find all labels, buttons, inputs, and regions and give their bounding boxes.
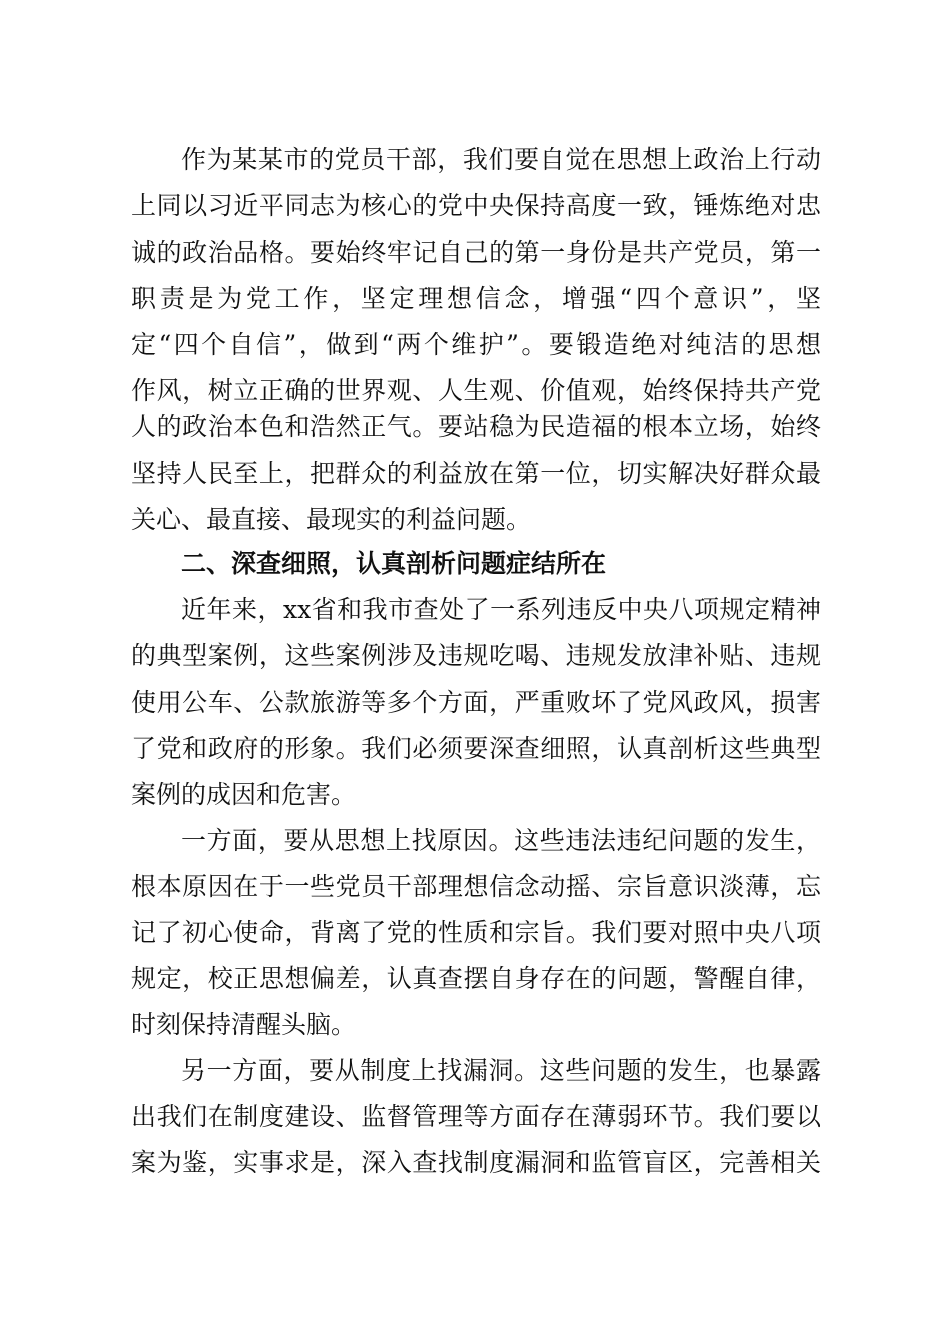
- paragraph-line: 出我们在制度建设、监督管理等方面存在薄弱环节。我们要以: [131, 1102, 821, 1131]
- paragraph-line: 诚的政治品格。要始终牢记自己的第一身份是共产党员，第一: [131, 238, 821, 267]
- paragraph-line: 另一方面，要从制度上找漏洞。这些问题的发生，也暴露: [181, 1056, 821, 1085]
- paragraph-line: 时刻保持清醒头脑。: [131, 1010, 357, 1039]
- paragraph-line: 职责是为党工作，坚定理想信念，增强“四个意识”，坚: [131, 284, 821, 313]
- paragraph-line: 上同以习近平同志为核心的党中央保持高度一致，锤炼绝对忠: [131, 191, 821, 220]
- paragraph-line: 定“四个自信”，做到“两个维护”。要锻造绝对纯洁的思想: [131, 330, 821, 359]
- paragraph-line: 人的政治本色和浩然正气。要站稳为民造福的根本立场，始终: [131, 412, 821, 441]
- paragraph-line: 坚持人民至上，把群众的利益放在第一位，切实解决好群众最: [131, 459, 821, 488]
- paragraph-line: 案为鉴，实事求是，深入查找制度漏洞和监管盲区，完善相关: [131, 1148, 821, 1177]
- paragraph-line: 根本原因在于一些党员干部理想信念动摇、宗旨意识淡薄，忘: [131, 872, 821, 901]
- paragraph-line: 关心、最直接、最现实的利益问题。: [131, 505, 532, 534]
- paragraph-line: 使用公车、公款旅游等多个方面，严重败坏了党风政风，损害: [131, 688, 821, 717]
- paragraph-line: 了党和政府的形象。我们必须要深查细照，认真剖析这些典型: [131, 734, 821, 763]
- paragraph-line: 作为某某市的党员干部，我们要自觉在思想上政治上行动: [181, 145, 821, 174]
- paragraph-line: 的典型案例，这些案例涉及违规吃喝、违规发放津补贴、违规: [131, 641, 821, 670]
- paragraph-line: 近年来，xx省和我市查处了一系列违反中央八项规定精神: [181, 595, 821, 624]
- paragraph-line: 记了初心使命，背离了党的性质和宗旨。我们要对照中央八项: [131, 918, 821, 947]
- section-heading: 二、深查细照，认真剖析问题症结所在: [181, 549, 607, 578]
- paragraph-line: 案例的成因和危害。: [131, 780, 357, 809]
- paragraph-line: 作风，树立正确的世界观、人生观、价值观，始终保持共产党: [131, 376, 821, 405]
- paragraph-line: 一方面，要从思想上找原因。这些违法违纪问题的发生，: [181, 826, 821, 855]
- paragraph-line: 规定，校正思想偏差，认真查摆自身存在的问题，警醒自律，: [131, 964, 821, 993]
